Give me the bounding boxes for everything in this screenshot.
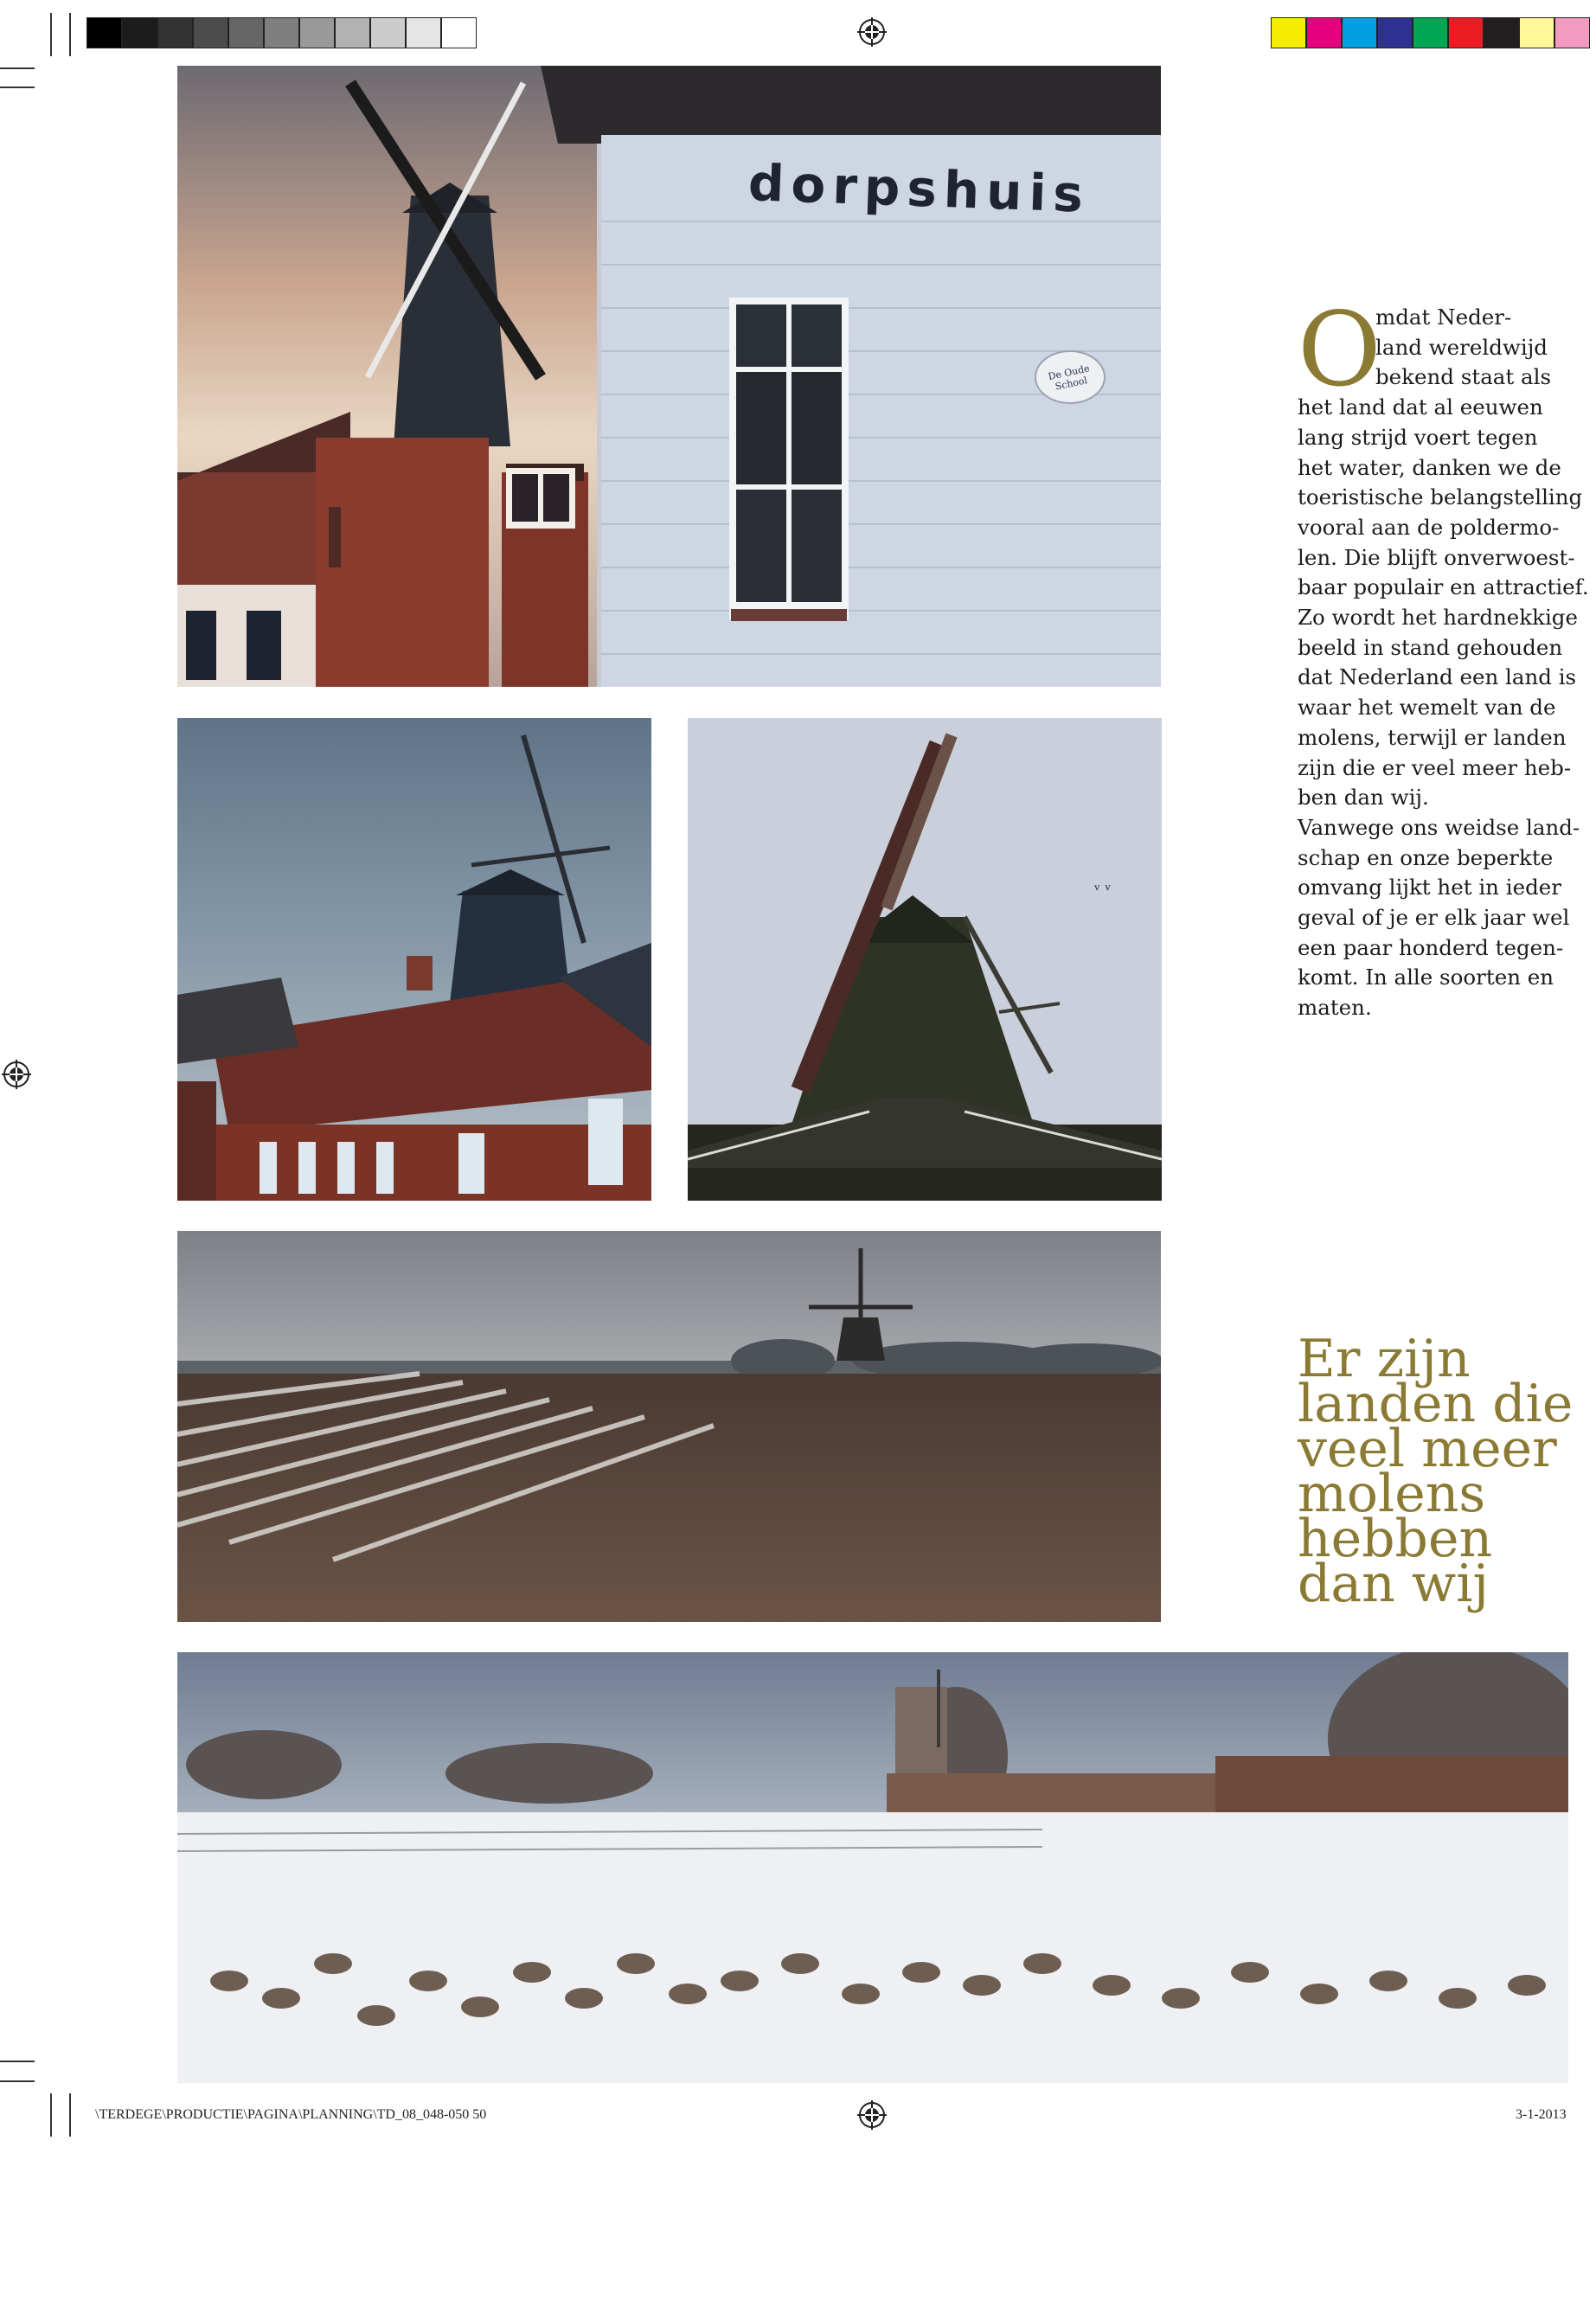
process-swatch [1448,17,1484,48]
article-line: maten. [1298,995,1372,1021]
process-swatch [1377,17,1413,48]
article-line: vooral aan de poldermo- [1298,514,1560,540]
pull-quote-line: molens [1298,1464,1486,1524]
process-swatch [1484,17,1519,48]
article-line: lang strijd voert tegen [1298,424,1538,450]
footer-path: \TERDEGE\PRODUCTIE\PAGINA\PLANNING\TD_08_048-050 50 [95,2107,487,2122]
photo-geese-snow [177,1652,1568,2083]
process-swatch [1271,17,1306,48]
gray-swatch [406,17,441,48]
photo-windmill-closeup [688,718,1162,1201]
svg-text:ᵛ ᵛ: ᵛ ᵛ [1094,881,1112,900]
registration-mark-icon [857,2100,887,2130]
photo-field-windmill [177,1231,1161,1622]
footer-date: 3-1-2013 [1516,2107,1567,2122]
article-line: len. Die blijft onverwoest- [1298,544,1575,570]
process-swatch [1342,17,1377,48]
article-line: zijn die er veel meer heb- [1298,754,1572,780]
article-line: bekend staat als [1375,364,1552,390]
article-line: baar populair en attractief. [1298,574,1589,600]
pull-quote-line: Er zijn [1298,1329,1471,1389]
pull-quote [1298,1329,1592,1614]
pull-quote-line: veel meer [1298,1419,1557,1479]
article-line: mdat Neder- [1375,304,1512,330]
gray-swatch [370,17,406,48]
article-line: Vanwege ons weidse land- [1298,814,1580,840]
article-line: het water, danken we de [1298,454,1561,480]
article-line: geval of je er elk jaar wel [1298,905,1570,931]
photo-dorpshuis-windmill [177,66,1161,687]
article-line: waar het wemelt van de [1298,695,1556,721]
photo-windmill-roofs [177,718,651,1201]
gray-swatch [122,17,157,48]
article-line: molens, terwijl er landen [1298,724,1567,750]
process-swatch [1413,17,1448,48]
article-line: Zo wordt het hardnekkige [1298,605,1578,631]
drop-cap: O [1298,290,1381,409]
gray-swatch [335,17,370,48]
pull-quote-line: hebben [1298,1509,1493,1569]
gray-swatch [264,17,299,48]
registration-mark-icon [857,17,887,47]
pull-quote-line: landen die [1298,1374,1574,1434]
article-line: een paar honderd tegen- [1298,934,1564,960]
process-swatch [1519,17,1554,48]
process-swatch [1554,17,1590,48]
article-line: land wereldwijd [1375,334,1548,360]
article-line: komt. In alle soorten en [1298,965,1554,990]
process-swatch [1306,17,1342,48]
gray-swatch [87,17,122,48]
article-line: beeld in stand gehouden [1298,634,1563,660]
gray-swatch [299,17,335,48]
article-body [1298,303,1589,1023]
article-line: ben dan wij. [1298,785,1429,811]
registration-mark-icon [2,1060,31,1089]
article-line: toeristische belangstelling [1298,484,1583,510]
article-line: omvang lijkt het in ieder [1298,875,1561,901]
dorpshuis-sign: dorpshuis [747,153,1092,224]
article-line: dat Nederland een land is [1298,664,1577,690]
gray-swatch [157,17,193,48]
gray-swatch [441,17,477,48]
article-line: het land dat al eeuwen [1298,394,1543,420]
gray-swatch [193,17,228,48]
article-line: schap en onze beperkte [1298,844,1554,870]
pull-quote-line: dan wij [1298,1554,1490,1614]
gray-swatch [228,17,264,48]
school-plaque: De Oude School [1047,362,1091,393]
